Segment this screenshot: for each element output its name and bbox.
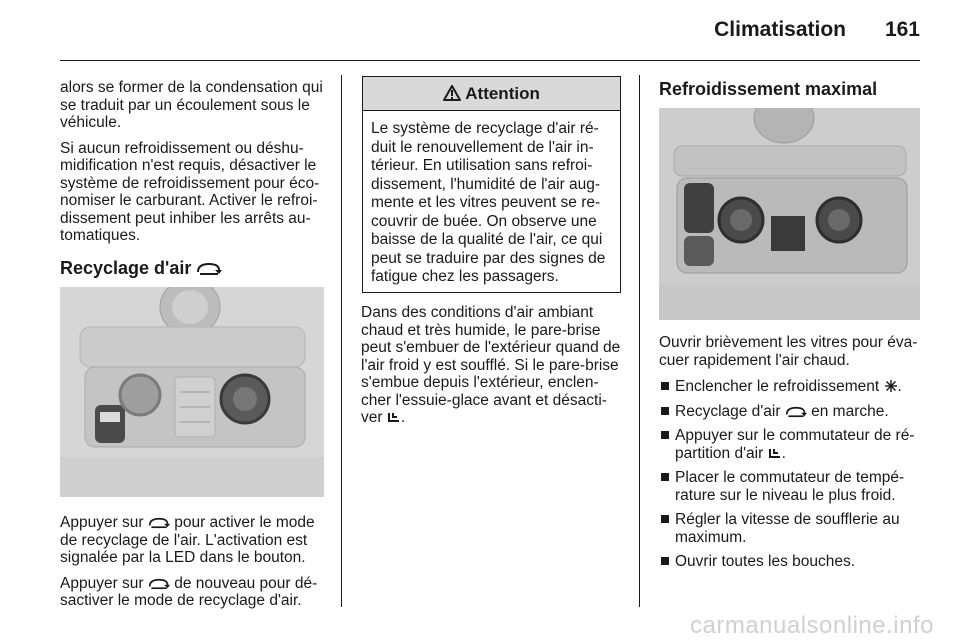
paragraph-deactivate-recirculation: Appuyer sur de nouveau pour dé- sactiver le mode de recyclage d'air. <box>60 574 318 609</box>
warning-triangle-icon <box>443 85 461 101</box>
air-distribution-icon <box>768 447 782 460</box>
recirculation-icon <box>196 262 222 276</box>
max-cooling-steps <box>659 378 924 571</box>
list-item: Placer le commutateur de tempé- rature sur le niveau le plus froid. <box>659 469 924 504</box>
list-item: Ouvrir toutes les bouches. <box>659 553 924 571</box>
attention-text: Le système de recyclage d'air ré- duit le renouvellement de l'air in- térieur. En utilisation sans refroi- dissement, l'humidité de l'air aug- mente et les vitres peuvent se re- couvrir de buée. On observe une baisse de la qualité de l'air, ce qui peut se traduire par des signes de fatigue chez les passagers. <box>371 120 606 285</box>
header-rule <box>60 60 920 61</box>
left-column-lower <box>60 514 325 618</box>
right-column-lower <box>659 334 924 578</box>
left-column <box>60 79 325 289</box>
paragraph-activate-recirculation: Appuyer sur pour activer le mode de recyclage de l'air. L'activation est signalée par la LED dans le bouton. <box>60 514 315 566</box>
section-heading-max-cooling: Refroidissement maximal <box>659 79 878 99</box>
page-number: 161 <box>884 18 920 41</box>
middle-column-lower <box>361 304 623 435</box>
page-header-title: Climatisation <box>714 18 846 41</box>
recirculation-icon <box>148 517 170 529</box>
hvac-panel-illustration-cooling <box>659 108 920 320</box>
watermark: carmanualsonline.info <box>690 612 934 639</box>
paragraph-open-windows: Ouvrir brièvement les vitres pour éva- cuer rapidement l'air chaud. <box>659 334 918 369</box>
list-item: Appuyer sur le commutateur de ré- partition d'air . <box>659 427 924 462</box>
list-item: Enclencher le refroidissement . <box>659 378 924 396</box>
hvac-panel-illustration <box>60 287 324 497</box>
paragraph-windscreen-fog: Dans des conditions d'air ambiant chaud et très humide, le pare-brise peut s'embuer de l'extérieur quand de l'air froid y est soufflé. Si le pare-brise s'embue depuis l'extérieur, enclen- cher l'essuie-glace avant et désacti- ver . <box>361 304 621 426</box>
column-separator-right <box>639 75 640 607</box>
snowflake-icon <box>884 379 898 393</box>
paragraph-dehumidification: Si aucun refroidissement ou déshu- midification n'est requis, désactiver le système de refroidissement pour éco- nomiser le carburant. Activer le refroi- dissement peut inhiber les arrêts au- tomatiques. <box>60 139 320 244</box>
paragraph-condensation: alors se former de la condensation qui se traduit par un écoulement sous le véhicule. <box>60 79 323 131</box>
list-item: Régler la vitesse de soufflerie au maximum. <box>659 511 924 546</box>
air-distribution-icon <box>387 411 401 424</box>
column-separator-left <box>341 75 342 607</box>
list-item: Recyclage d'air en marche. <box>659 403 924 421</box>
attention-box <box>362 76 621 293</box>
section-heading-recirculation: Recyclage d'air <box>60 257 325 279</box>
control-panel-photo-max-cooling <box>659 108 920 320</box>
right-column <box>659 78 924 110</box>
attention-header <box>363 77 620 111</box>
recirculation-icon <box>148 578 170 590</box>
attention-title: Attention <box>465 84 540 103</box>
control-panel-photo-recirculation <box>60 287 324 497</box>
recirculation-icon <box>785 406 807 418</box>
